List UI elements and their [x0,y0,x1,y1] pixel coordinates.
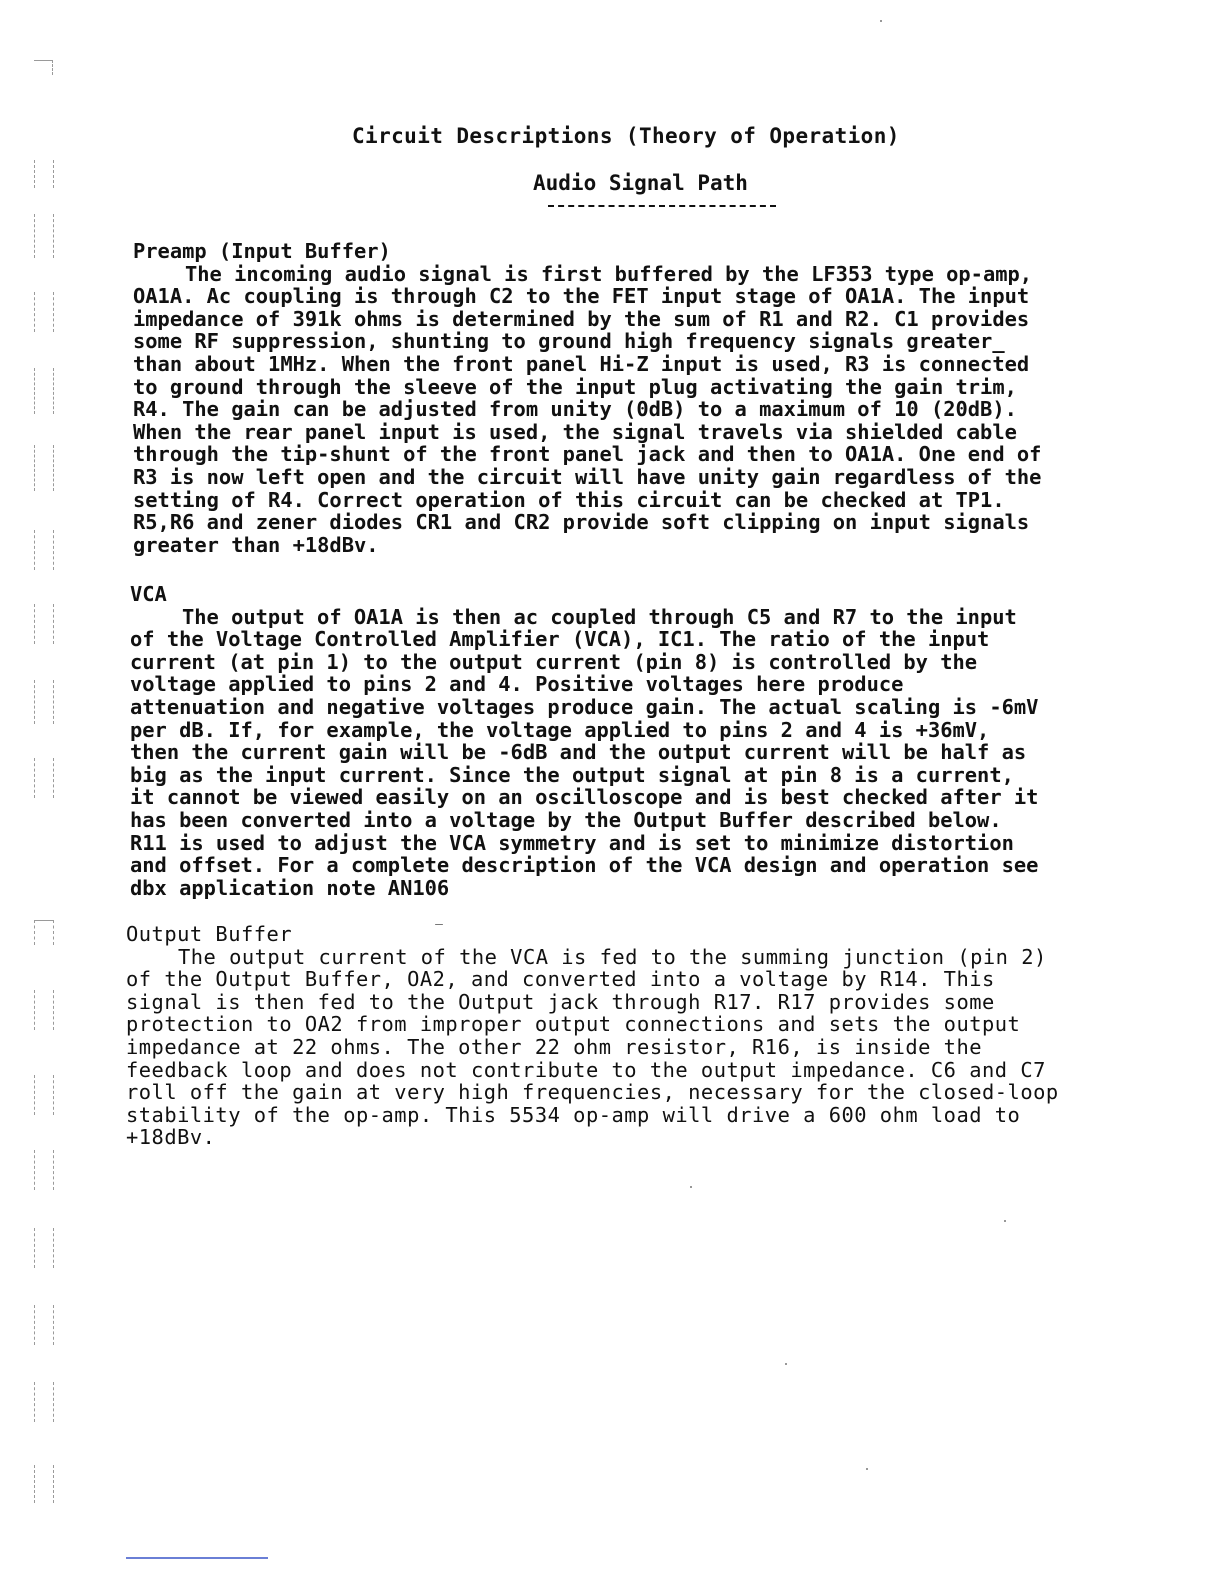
body-line: When the rear panel input is used, the signal travels via shielded cable [133,419,1017,444]
margin-mark [34,530,54,570]
body-line: The output current of the VCA is fed to the summing junction (pin 2) [178,944,1047,969]
section-output-buffer [126,923,1059,1149]
body-line: than about 1MHz. When the front panel Hi-Z input is used, R3 is connected [133,351,1030,376]
margin-mark [34,60,53,75]
margin-mark [34,1075,54,1115]
margin-mark [34,758,54,798]
section-preamp [133,240,1041,556]
scan-speck [785,1363,787,1365]
scan-speck [435,924,443,925]
body-line: OA1A. Ac coupling is through C2 to the FET input stage of OA1A. The input [133,284,1030,309]
body-line: setting of R4. Correct operation of this circuit can be checked at TP1. [133,487,1005,512]
margin-mark [34,990,54,1030]
scan-speck [690,1186,692,1188]
body-line: of the Output Buffer, OA2, and converted into a voltage by R14. This [126,967,995,992]
margin-mark [34,368,54,414]
section-vca [130,583,1038,899]
body-line: +18dBv. [126,1125,216,1150]
body-line: R4. The gain can be adjusted from unity (0dB) to a maximum of 10 (20dB). [133,397,1017,422]
body-line: protection to OA2 from improper output connections and sets the output [126,1012,1021,1037]
body-line: The output of OA1A is then ac coupled through C5 and R7 to the input [182,604,1017,629]
margin-mark [34,160,54,188]
margin-mark [34,920,54,945]
section-heading: VCA [130,582,167,606]
body-line: R5,R6 and zener diodes CR1 and CR2 provide soft clipping on input signals [133,510,1030,535]
scan-speck [1004,1220,1006,1222]
margin-mark [34,445,54,491]
scan-speck [880,20,882,22]
margin-mark [34,1228,54,1268]
section-heading: Preamp (Input Buffer) [133,239,391,263]
scan-speck [866,1468,868,1470]
body-line: R11 is used to adjust the VCA symmetry and is set to minimize distortion [130,830,1014,855]
margin-mark [34,1465,54,1503]
body-line: attenuation and negative voltages produce gain. The actual scaling is -6mV [130,694,1039,719]
body-line: has been converted into a voltage by the Output Buffer described below. [130,807,1002,832]
body-line: current (at pin 1) to the output current (pin 8) is controlled by the [130,649,978,674]
subtitle-underline [548,205,776,207]
body-line: to ground through the sleeve of the input plug activating the gain trim, [133,374,1017,399]
body-line: greater than +18dBv. [133,532,379,557]
document-subtitle: Audio Signal Path [533,171,748,195]
body-line: R3 is now left open and the circuit will have unity gain regardless of the [133,464,1042,489]
body-line: dbx application note AN106 [130,875,450,900]
footer-rule [126,1557,268,1559]
body-line: of the Voltage Controlled Amplifier (VCA), IC1. The ratio of the input [130,627,990,652]
section-heading: Output Buffer [126,922,293,946]
body-line: roll off the gain at very high frequencies, necessary for the closed-loop [126,1080,1059,1105]
body-line: feedback loop and does not contribute to the output impedance. C6 and C7 [126,1057,1046,1082]
body-line: per dB. If, for example, the voltage applied to pins 2 and 4 is +36mV, [130,717,990,742]
margin-mark [34,1382,54,1422]
body-line: and offset. For a complete description of the VCA design and operation see [130,853,1039,878]
body-line: impedance of 391k ohms is determined by the sum of R1 and R2. C1 provides [133,306,1030,331]
body-line: signal is then fed to the Output jack through R17. R17 provides some [126,989,995,1014]
body-line: it cannot be viewed easily on an oscilloscope and is best checked after it [130,785,1039,810]
body-line: through the tip-shunt of the front panel jack and then to OA1A. One end of [133,442,1042,467]
margin-mark [34,1305,54,1345]
margin-mark [34,292,54,332]
body-line: impedance at 22 ohms. The other 22 ohm resistor, R16, is inside the [126,1034,983,1059]
document-title: Circuit Descriptions (Theory of Operation) [352,124,900,148]
body-line: big as the input current. Since the output signal at pin 8 is a current, [130,762,1014,787]
body-line: voltage applied to pins 2 and 4. Positive voltages here produce [130,672,904,697]
body-line: The incoming audio signal is first buffered by the LF353 type op-amp, [185,261,1033,286]
margin-mark [34,1150,54,1190]
body-line: some RF suppression, shunting to ground high frequency signals greater_ [133,329,1005,354]
body-line: stability of the op-amp. This 5534 op-amp will drive a 600 ohm load to [126,1102,1021,1127]
margin-mark [34,604,54,644]
body-line: then the current gain will be -6dB and the output current will be half as [130,740,1027,765]
margin-mark [34,214,54,258]
margin-mark [34,680,54,724]
